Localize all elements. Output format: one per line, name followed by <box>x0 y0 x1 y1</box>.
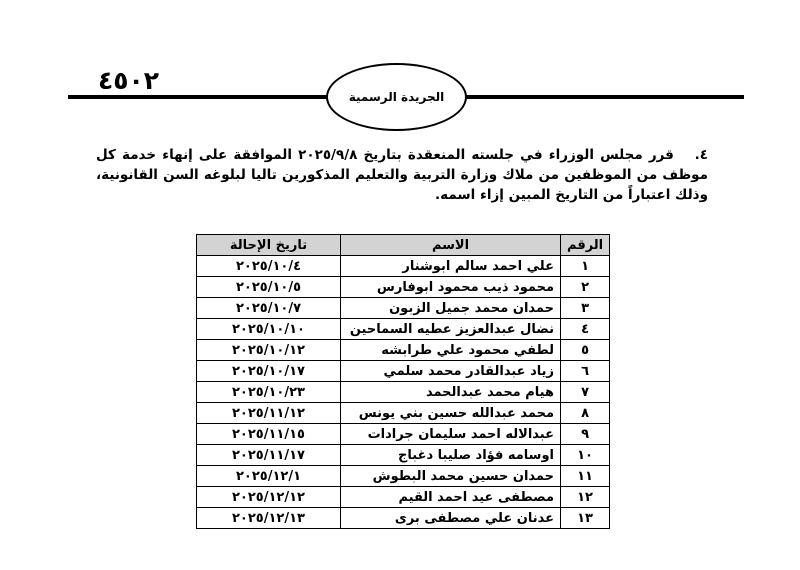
header-rule-right <box>466 95 744 99</box>
row-number: ١٣ <box>561 508 610 529</box>
row-name: اوسامه فؤاد صليبا دغباج <box>341 445 561 466</box>
row-date: ٢٠٢٥/١١/١٥ <box>197 424 341 445</box>
row-name: هيام محمد عبدالحمد <box>341 382 561 403</box>
table-row <box>197 403 610 424</box>
row-date: ٢٠٢٥/١٠/٥ <box>197 277 341 298</box>
table-row <box>197 424 610 445</box>
row-date: ٢٠٢٥/١٢/١٣ <box>197 508 341 529</box>
header-date: تاريخ الإحالة <box>197 235 341 256</box>
row-name: زياد عبدالقادر محمد سلمي <box>341 361 561 382</box>
retirees-table <box>196 234 610 529</box>
row-number: ٧ <box>561 382 610 403</box>
row-number: ١١ <box>561 466 610 487</box>
table-row <box>197 319 610 340</box>
row-date: ٢٠٢٥/١٠/٢٣ <box>197 382 341 403</box>
row-name: محمد عبدالله حسين بني يونس <box>341 403 561 424</box>
table-row <box>197 256 610 277</box>
row-name: مصطفى عيد احمد القيم <box>341 487 561 508</box>
row-name: حمدان محمد جميل الزبون <box>341 298 561 319</box>
row-date: ٢٠٢٥/١٢/١ <box>197 466 341 487</box>
header-name: الاسم <box>341 235 561 256</box>
header-rule-left <box>68 95 330 99</box>
table-body <box>197 256 610 529</box>
table-row <box>197 508 610 529</box>
row-number: ١ <box>561 256 610 277</box>
row-number: ٦ <box>561 361 610 382</box>
gazette-title: الجريدة الرسمية <box>348 90 445 104</box>
table-row <box>197 340 610 361</box>
row-name: علي احمد سالم ابوشنار <box>341 256 561 277</box>
gazette-emblem <box>326 63 467 131</box>
row-date: ٢٠٢٥/١٠/١٠ <box>197 319 341 340</box>
row-date: ٢٠٢٥/١٠/١٢ <box>197 340 341 361</box>
row-number: ٣ <box>561 298 610 319</box>
row-name: عدنان علي مصطفى برى <box>341 508 561 529</box>
paragraph-number: ٤. <box>694 147 709 163</box>
table-row <box>197 277 610 298</box>
row-date: ٢٠٢٥/١١/١٧ <box>197 445 341 466</box>
row-number: ١٠ <box>561 445 610 466</box>
table-row <box>197 445 610 466</box>
table-header-row <box>197 235 610 256</box>
row-date: ٢٠٢٥/١١/١٢ <box>197 403 341 424</box>
row-date: ٢٠٢٥/١٠/٧ <box>197 298 341 319</box>
table-row <box>197 361 610 382</box>
row-number: ٩ <box>561 424 610 445</box>
page-number: ٤٥٠٢ <box>98 66 160 95</box>
table-row <box>197 382 610 403</box>
row-name: حمدان حسين محمد البطوش <box>341 466 561 487</box>
row-number: ١٢ <box>561 487 610 508</box>
row-number: ٨ <box>561 403 610 424</box>
row-date: ٢٠٢٥/١٢/١٢ <box>197 487 341 508</box>
row-name: نضال عبدالعزيز عطيه السماحين <box>341 319 561 340</box>
row-number: ٢ <box>561 277 610 298</box>
table-row <box>197 466 610 487</box>
row-number: ٥ <box>561 340 610 361</box>
row-name: محمود ذيب محمود ابوفارس <box>341 277 561 298</box>
table-row <box>197 487 610 508</box>
row-number: ٤ <box>561 319 610 340</box>
decision-paragraph <box>96 145 708 205</box>
table-row <box>197 298 610 319</box>
row-name: عبدالاله احمد سليمان جرادات <box>341 424 561 445</box>
row-date: ٢٠٢٥/١٠/١٧ <box>197 361 341 382</box>
row-name: لطفي محمود علي طرابشه <box>341 340 561 361</box>
paragraph-text: قرر مجلس الوزراء في جلسته المنعقدة بتاريخ ٢٠٢٥/٩/٨ الموافقة على إنهاء خدمة كل موظف من الموظفين من ملاك وزارة التربية والتعليم المذكورين تاليا لبلوغه السن القانونية، وذلك اعتباراً من التاريخ المبين إزاء اسمه. <box>96 147 708 203</box>
header-num: الرقم <box>561 235 610 256</box>
row-date: ٢٠٢٥/١٠/٤ <box>197 256 341 277</box>
